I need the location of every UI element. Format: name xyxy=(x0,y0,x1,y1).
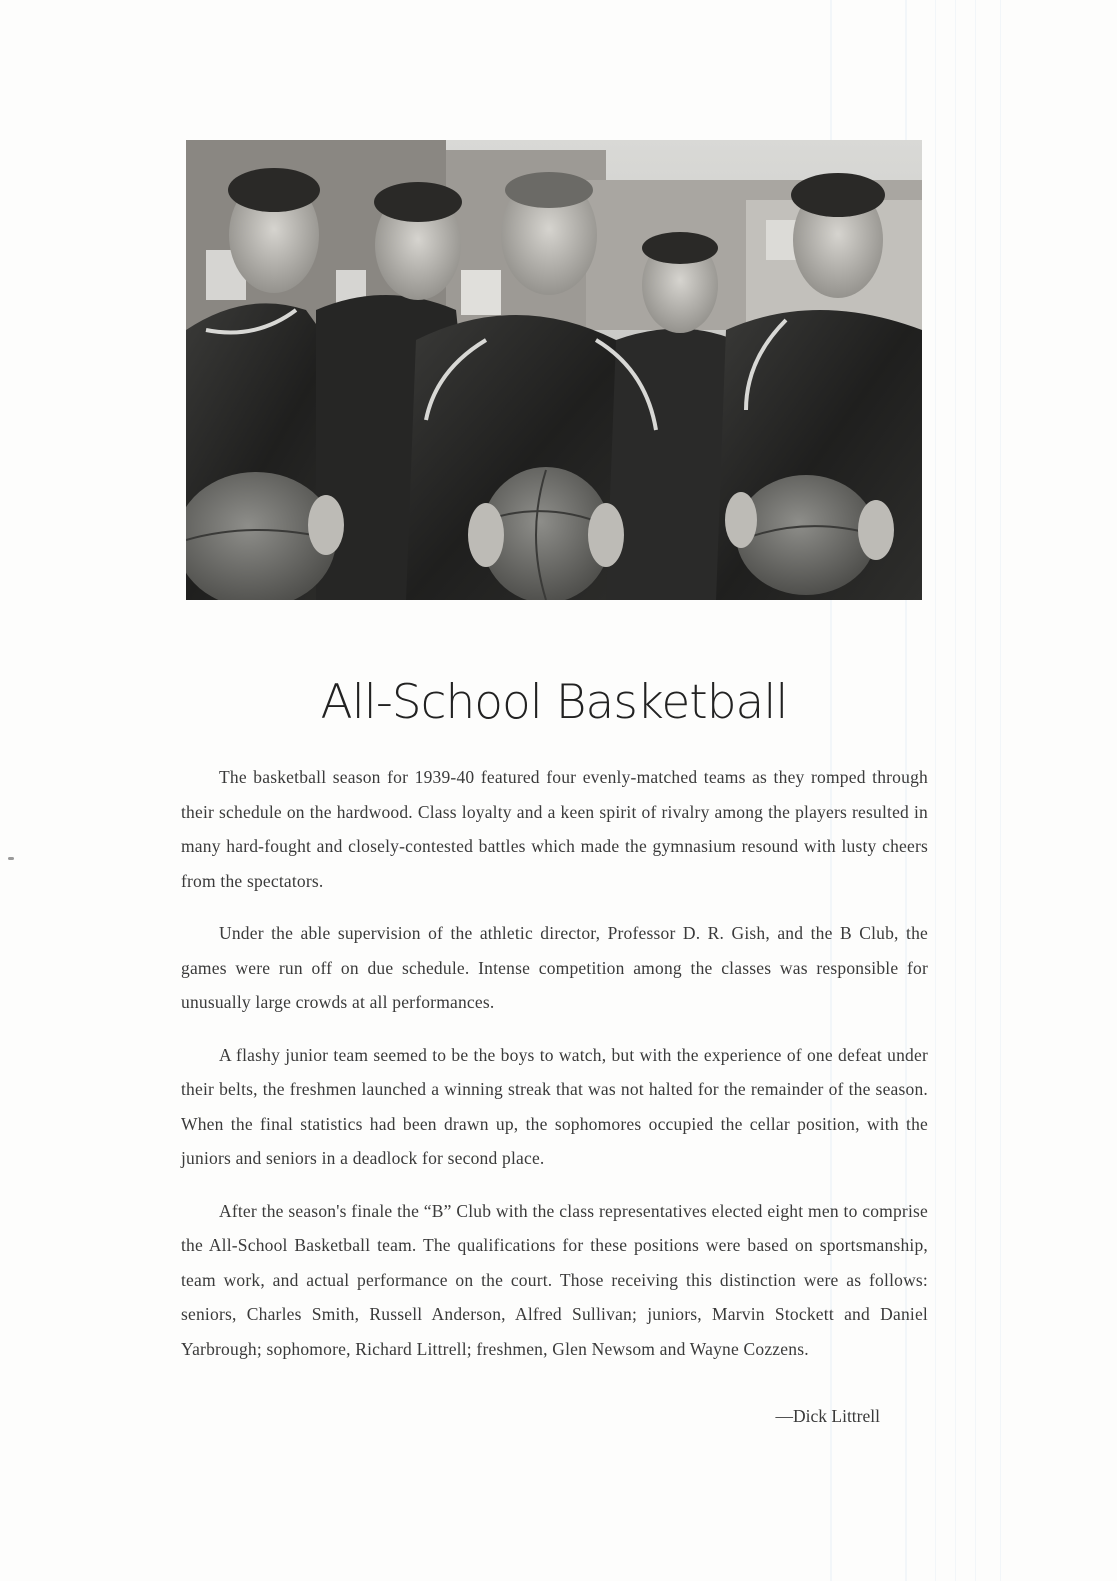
team-photo-image xyxy=(186,140,922,600)
author-signature: —Dick Littrell xyxy=(775,1406,880,1426)
page-title: All-School Basketball xyxy=(320,675,788,730)
article-paragraph: Under the able supervision of the athletic director, Professor D. R. Gish, and the B Club, the games were run off on due schedule. Intense competition among the classes was responsible for unusually large crowds at all performances. xyxy=(181,923,928,1012)
scan-line xyxy=(1000,0,1001,1581)
scan-line xyxy=(975,0,976,1581)
scan-speck xyxy=(8,857,14,860)
article-paragraph: After the season's finale the “B” Club with the class representatives elected eight men to comprise the All-School Basketball team. The qualifications for these positions were based on sportsmanship, team work, and actual performance on the court. Those receiving this distinction were as follows: seniors, Charles Smith, Russell Anderson, Alfred Sullivan; juniors, Marvin Stockett and Daniel Yarbrough; sophomore, Richard Littrell; freshmen, Glen Newsom and Wayne Cozzens. xyxy=(181,1200,928,1359)
team-photo xyxy=(186,140,922,600)
article-paragraph: A flashy junior team seemed to be the boys to watch, but with the experience of one defeat under their belts, the freshmen launched a winning streak that was not halted for the remainder of the season. When the final statistics had been drawn up, the sophomores occupied the cellar position, with the juniors and seniors in a deadlock for second place. xyxy=(181,1044,928,1168)
article-paragraph: The basketball season for 1939-40 featured four evenly-matched teams as they romped through their schedule on the hardwood. Class loyalty and a keen spirit of rivalry among the players resulted in many hard-fought and closely-contested battles which made the gymnasium resound with lusty cheers from the spectators. xyxy=(181,767,928,891)
article-body xyxy=(181,760,928,1384)
scan-line xyxy=(955,0,956,1581)
scan-line xyxy=(935,0,936,1581)
